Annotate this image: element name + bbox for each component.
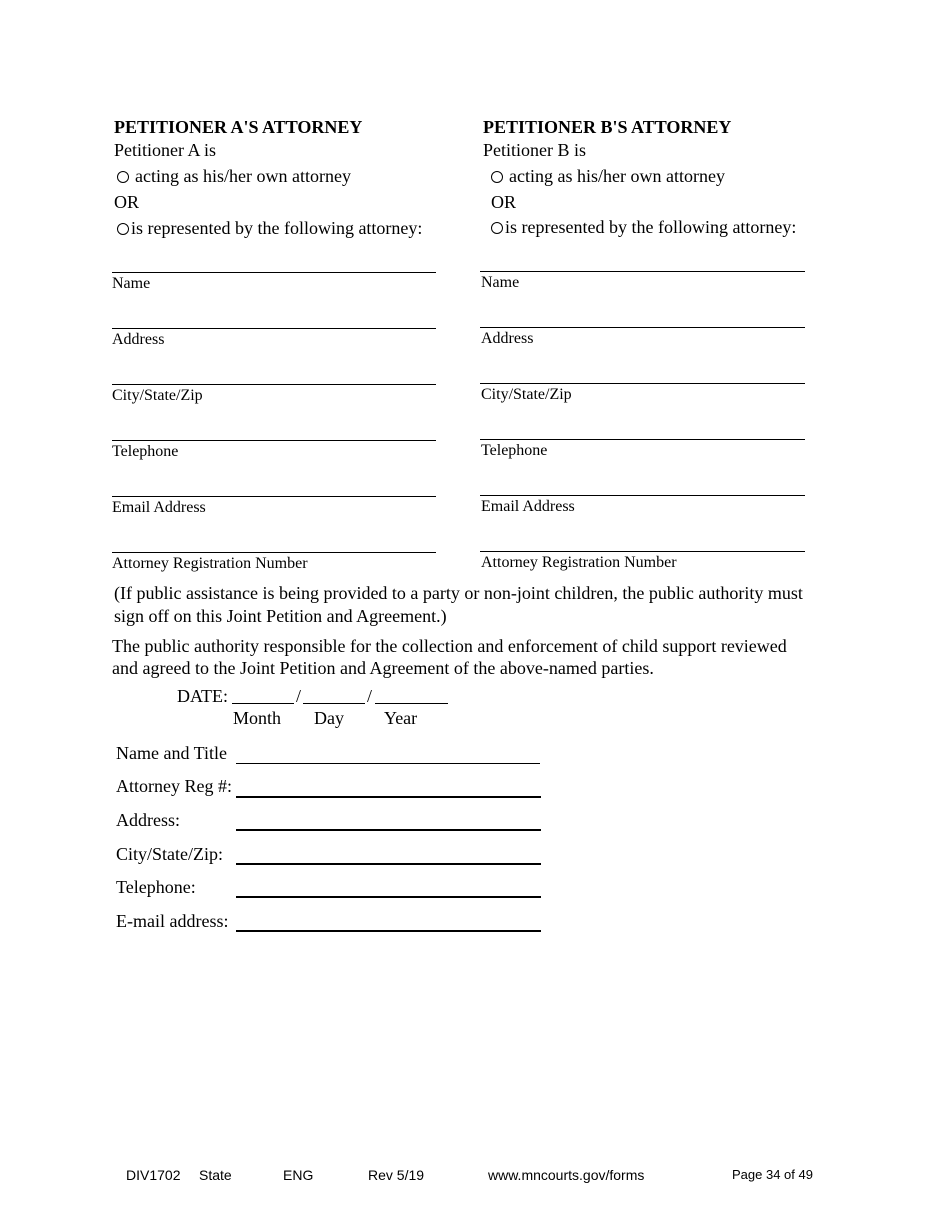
date-year-field[interactable]	[375, 703, 448, 704]
petitioner-b-email-line[interactable]	[480, 495, 805, 496]
date-label: DATE:	[177, 686, 228, 706]
signoff-city-label: City/State/Zip:	[116, 844, 223, 864]
petitioner-b-address-line[interactable]	[480, 327, 805, 328]
signoff-name-title-label: Name and Title	[116, 743, 227, 763]
authority-line-2: and agreed to the Joint Petition and Agreement of the above-named parties.	[112, 658, 654, 678]
signoff-telephone-field[interactable]	[236, 896, 541, 898]
footer-page-number: Page 34 of 49	[732, 1167, 813, 1182]
signoff-address-field[interactable]	[236, 829, 541, 831]
petitioner-b-heading: PETITIONER B'S ATTORNEY	[483, 117, 732, 137]
petitioner-b-name-label: Name	[481, 274, 520, 291]
footer-revision: Rev 5/19	[368, 1167, 425, 1183]
radio-icon[interactable]	[117, 223, 129, 235]
petitioner-b-city-label: City/State/Zip	[481, 386, 572, 403]
footer-jurisdiction: State	[199, 1167, 232, 1183]
signoff-name-title-field[interactable]	[236, 763, 540, 764]
radio-icon[interactable]	[117, 171, 129, 183]
petitioner-a-represented-option[interactable]: is represented by the following attorney:	[117, 218, 422, 239]
petitioner-a-email-line[interactable]	[112, 496, 436, 497]
petitioner-b-represented-option[interactable]: is represented by the following attorney:	[491, 217, 796, 238]
petitioner-a-city-label: City/State/Zip	[112, 387, 203, 404]
radio-icon[interactable]	[491, 171, 503, 183]
signoff-email-field[interactable]	[236, 930, 541, 932]
petitioner-a-address-label: Address	[112, 331, 165, 348]
petitioner-a-address-line[interactable]	[112, 328, 436, 329]
signoff-address-label: Address:	[116, 810, 180, 830]
date-month-field[interactable]	[232, 703, 294, 704]
signoff-telephone-label: Telephone:	[116, 877, 196, 897]
radio-icon[interactable]	[491, 222, 503, 234]
date-separator: /	[296, 686, 302, 706]
date-month-label: Month	[233, 708, 282, 728]
petitioner-b-address-label: Address	[481, 330, 534, 347]
petitioner-a-email-label: Email Address	[112, 499, 206, 516]
notice-line-1: (If public assistance is being provided to a party or non-joint children, the public authority must	[114, 583, 803, 603]
date-year-label: Year	[384, 708, 418, 728]
petitioner-b-telephone-line[interactable]	[480, 439, 805, 440]
signoff-email-label: E-mail address:	[116, 911, 229, 931]
footer-language: ENG	[283, 1167, 314, 1183]
signoff-attorney-reg-field[interactable]	[236, 796, 541, 798]
petitioner-a-name-label: Name	[112, 275, 151, 292]
petitioner-a-telephone-label: Telephone	[112, 443, 179, 460]
petitioner-b-email-label: Email Address	[481, 498, 575, 515]
date-separator: /	[367, 686, 373, 706]
petitioner-a-intro: Petitioner A is	[114, 140, 217, 160]
petitioner-a-city-line[interactable]	[112, 384, 436, 385]
petitioner-b-or: OR	[491, 192, 517, 212]
petitioner-b-city-line[interactable]	[480, 383, 805, 384]
petitioner-a-own-attorney-option[interactable]: acting as his/her own attorney	[117, 166, 351, 187]
petitioner-a-telephone-line[interactable]	[112, 440, 436, 441]
petitioner-b-name-line[interactable]	[480, 271, 805, 272]
petitioner-a-name-line[interactable]	[112, 272, 436, 273]
petitioner-b-own-attorney-option[interactable]: acting as his/her own attorney	[491, 166, 725, 187]
petitioner-b-registration-label: Attorney Registration Number	[481, 554, 677, 571]
footer-url[interactable]: www.mncourts.gov/forms	[488, 1167, 645, 1183]
petitioner-b-telephone-label: Telephone	[481, 442, 548, 459]
date-day-field[interactable]	[303, 703, 365, 704]
date-day-label: Day	[314, 708, 344, 728]
petitioner-b-intro: Petitioner B is	[483, 140, 586, 160]
notice-line-2: sign off on this Joint Petition and Agreement.)	[114, 606, 447, 626]
signoff-attorney-reg-label: Attorney Reg #:	[116, 776, 232, 796]
petitioner-a-registration-label: Attorney Registration Number	[112, 555, 308, 572]
authority-line-1: The public authority responsible for the collection and enforcement of child support reviewed	[112, 636, 787, 656]
petitioner-a-registration-line[interactable]	[112, 552, 436, 553]
footer-form-id: DIV1702	[126, 1167, 181, 1183]
signoff-city-field[interactable]	[236, 863, 541, 865]
petitioner-a-heading: PETITIONER A'S ATTORNEY	[114, 117, 363, 137]
petitioner-b-registration-line[interactable]	[480, 551, 805, 552]
petitioner-a-or: OR	[114, 192, 140, 212]
